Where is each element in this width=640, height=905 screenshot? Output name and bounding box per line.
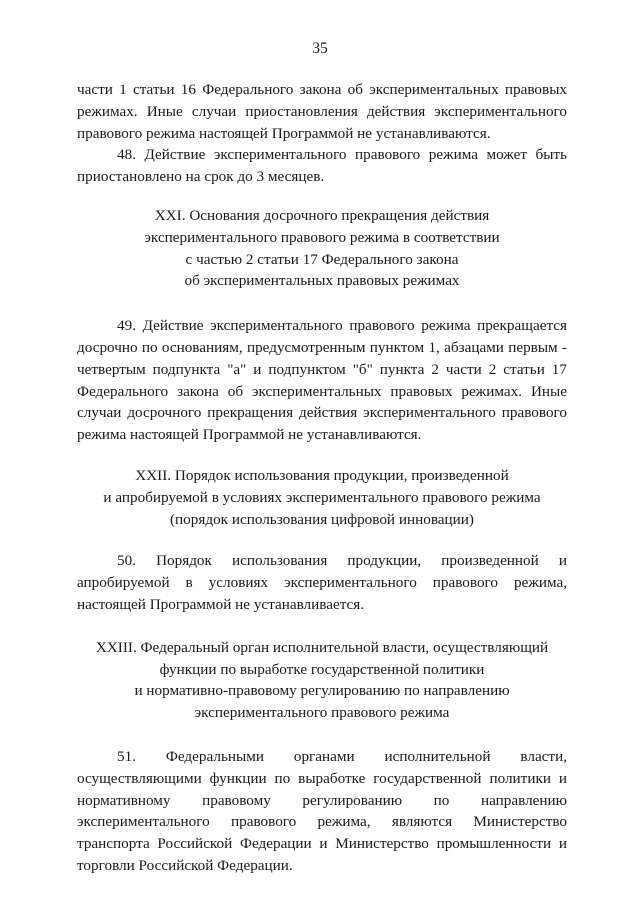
paragraph-48: 48. Действие экспериментального правового режима может быть приостановлено на срок до 3 месяцев. [77,146,567,186]
heading-line: с частью 2 статьи 17 Федерального закона [185,250,459,268]
heading-line: (порядок использования цифровой инновации) [169,510,474,528]
section-heading-xxi [77,205,567,292]
heading-line: и нормативно-правовому регулированию по направлению [134,682,510,700]
heading-line: экспериментального правового режима [194,704,450,722]
paragraph-49: 49. Действие экспериментального правового режима прекращается досрочно по основаниям, предусмотренным пунктом 1, абзацами первым - четвертым подпункта "а" и подпунктом "б" пункта 2 части 2 статьи 17 Федерального закона об экспериментальных правовых режимах. Иные случаи досрочного прекращения действия экспериментального правового режима настоящей Программой не устанавливаются. [77,317,567,444]
heading-line: XXII. Порядок использования продукции, произведенной [135,466,509,484]
paragraph-51: 51. Федеральными органами исполнительной власти, осуществляющими функции по выработке государственной политики и нормативному правовому регулированию по направлению экспериментального правового режима, являются Министерство транспорта Российской Федерации и Министерство промышленности и торговли Российской Федерации. [77,747,567,874]
paragraph-47-continuation: части 1 статьи 16 Федерального закона об экспериментальных правовых режимах. Иные случаи приостановления действия экспериментального правового режима настоящей Программой не устанавливаются. [77,81,567,142]
section-heading-xxiii [77,637,567,724]
section-heading-xxii [77,465,567,530]
paragraph-50: 50. Порядок использования продукции, произведенной и апробируемой в условиях экспериментального правового режима, настоящей Программой не устанавливается. [77,552,567,613]
heading-line: функции по выработке государственной политики [159,660,485,678]
heading-line: экспериментального правового режима в соответствии [144,228,500,246]
page-number: 35 [312,40,328,57]
heading-line: XXI. Основания досрочного прекращения действия [154,206,490,224]
heading-line: об экспериментальных правовых режимах [184,272,460,290]
heading-line: XXIII. Федеральный орган исполнительной власти, осуществляющий [95,638,549,656]
heading-line: и апробируемой в условиях экспериментального правового режима [103,488,541,506]
document-body [77,79,567,877]
